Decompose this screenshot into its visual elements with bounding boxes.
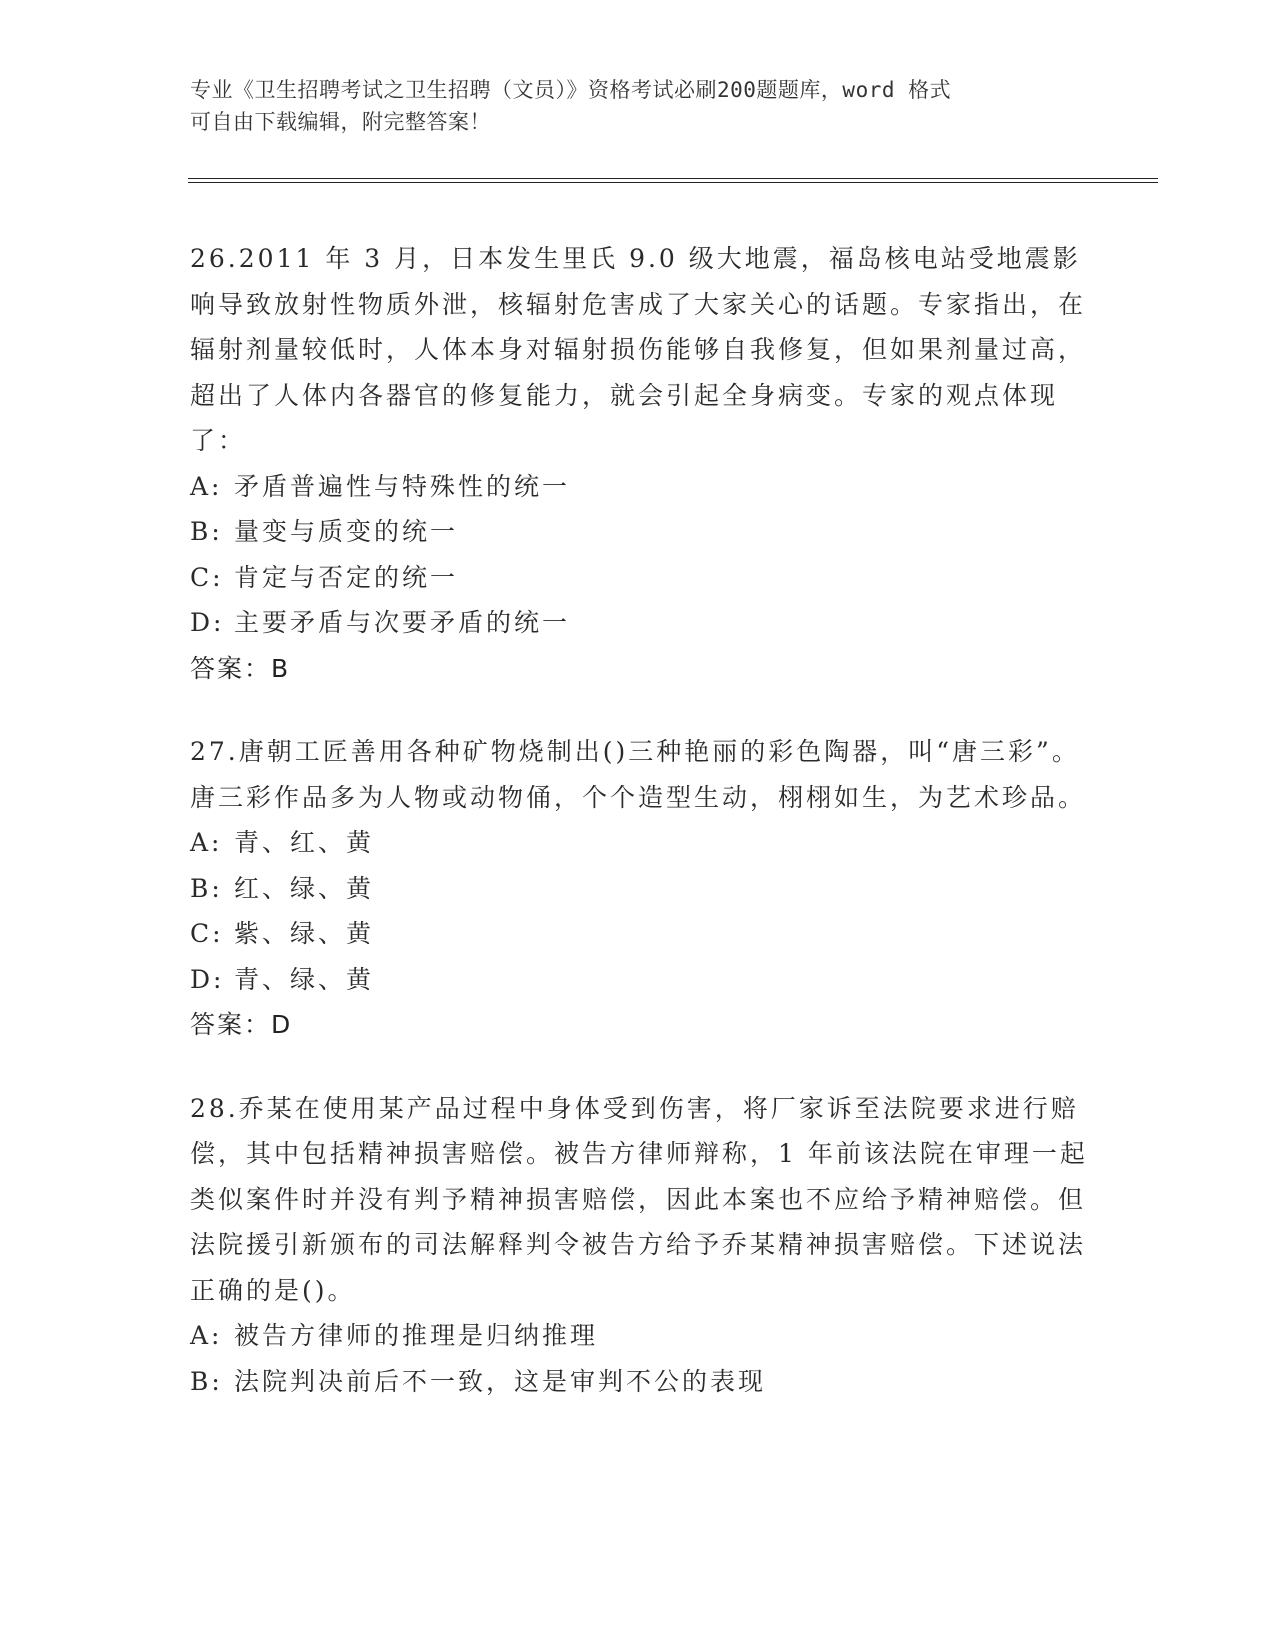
option-d — [190, 957, 1090, 1003]
option-text: 主要矛盾与次要矛盾的统一 — [234, 608, 571, 637]
option-text: 肯定与否定的统一 — [234, 562, 459, 592]
option-key: A: — [190, 471, 223, 501]
option-c — [190, 911, 1090, 957]
option-a — [190, 1313, 1090, 1359]
option-b — [190, 509, 1090, 555]
header-line-2: 可自由下载编辑，附完整答案！ — [190, 110, 491, 134]
option-key: D: — [190, 608, 225, 637]
answer-line: 答案：D — [190, 1010, 293, 1039]
answer-line: 答案：B — [190, 653, 291, 683]
option-text: 法院判决前后不一致，这是审判不公的表现 — [234, 1366, 767, 1396]
question-stem: 27.唐朝工匠善用各种矿物烧制出()三种艳丽的彩色陶器，叫“唐三彩”。唐三彩作品多为人物或动物俑，个个造型生动，栩栩如生，为艺术珍品。 — [190, 737, 1087, 812]
option-key: B: — [190, 873, 223, 903]
option-text: 红、绿、黄 — [234, 873, 375, 903]
option-key: B: — [190, 1366, 223, 1396]
option-b — [190, 1359, 1090, 1405]
option-key: C: — [190, 562, 224, 592]
option-a — [190, 464, 1090, 510]
option-text: 紫、绿、黄 — [234, 919, 375, 948]
question-28 — [190, 1086, 1090, 1405]
question-stem: 26.2011 年 3 月，日本发生里氏 9.0 级大地震，福岛核电站受地震影响导致放射性物质外泄，核辐射危害成了大家关心的话题。专家指出，在辐射剂量较低时，人体本身对辐射损伤能够自我修复，但如果剂量过高，超出了人体内各器官的修复能力，就会引起全身病变。专家的观点体现了： — [190, 244, 1087, 455]
question-27 — [190, 729, 1090, 1048]
question-list — [190, 236, 1090, 1442]
option-c — [190, 555, 1090, 601]
option-key: A: — [190, 1321, 223, 1350]
header-line-1: 专业《卫生招聘考试之卫生招聘（文员）》资格考试必刷200题题库，word 格式 — [190, 78, 952, 102]
option-key: B: — [190, 517, 223, 546]
question-stem: 28.乔某在使用某产品过程中身体受到伤害，将厂家诉至法院要求进行赔偿，其中包括精神损害赔偿。被告方律师辩称，1 年前该法院在审理一起类似案件时并没有判予精神损害赔偿，因此本案也不应给予精神赔偿。但法院援引新颁布的司法解释判令被告方给予乔某精神损害赔偿。下述说法正确的是()。 — [190, 1093, 1088, 1305]
option-b — [190, 866, 1090, 912]
header-divider — [188, 178, 1158, 183]
option-key: D: — [190, 964, 225, 994]
document-header — [190, 74, 1070, 138]
option-text: 青、红、黄 — [234, 828, 375, 857]
option-text: 青、绿、黄 — [234, 964, 375, 994]
option-key: A: — [190, 828, 223, 857]
option-key: C: — [190, 919, 224, 948]
option-a — [190, 820, 1090, 866]
option-text: 量变与质变的统一 — [234, 517, 459, 546]
option-text: 被告方律师的推理是归纳推理 — [234, 1321, 599, 1350]
option-d — [190, 600, 1090, 646]
option-text: 矛盾普遍性与特殊性的统一 — [234, 471, 571, 501]
question-26 — [190, 236, 1090, 691]
